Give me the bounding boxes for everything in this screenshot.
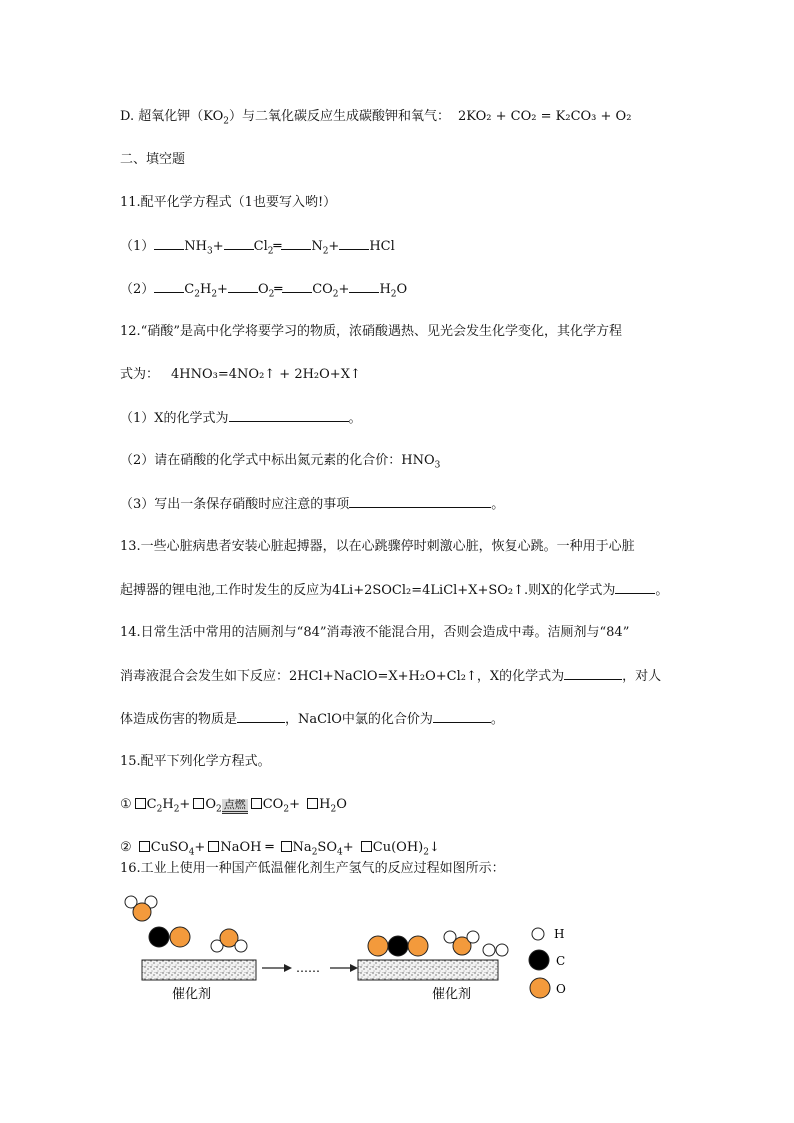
q11-title: 11.配平化学方程式（1也要写入哟!）: [120, 195, 337, 210]
catalyst-surface-left: [142, 960, 256, 980]
catalyst-label-left: 催化剂: [172, 987, 212, 1002]
q16-title: 16.工业上使用一种国产低温催化剂生产氢气的反应过程如图所示：: [120, 861, 505, 876]
question-d-line: [120, 108, 631, 131]
blank[interactable]: [237, 710, 285, 723]
arrow-head: [350, 964, 358, 972]
blank[interactable]: [615, 581, 655, 594]
q14-line3: 体造成伤害的物质是 ，NaClO中氯的化合价为 。: [120, 712, 504, 727]
ignition-condition: 点燃: [222, 799, 248, 814]
question-d-equation: 2KO₂ + CO₂ = K₂CO₃ + O₂: [458, 109, 632, 124]
q12-sub2: （2）请在硝酸的化学式中标出氮元素的化合价：$HNO_3$: [120, 453, 441, 471]
carbon-atom: [388, 936, 408, 956]
q15-eq1: ① $C_2H_2+ O_2$ 点燃 $CO_2+ H_2O$: [120, 797, 347, 815]
blank[interactable]: [349, 280, 379, 293]
q11-eq2: （2） $C_2H_2+$ $O_2═$ $CO_2+ H_2O$: [120, 282, 408, 300]
legend-hydrogen-label: H: [554, 927, 565, 941]
hydrogen-atom: [235, 940, 247, 952]
answer-box[interactable]: [193, 798, 204, 809]
section-title: 二、填空题: [120, 152, 186, 167]
q13-line2: 起搏器的锂电池,工作时发生的反应为4Li+2SOCl₂=4LiCl+X+SO₂↑.则X的化学式为 。: [120, 583, 669, 598]
legend-oxygen-icon: [530, 978, 550, 998]
q14-line1: 14.日常生活中常用的洁厕剂与“84”消毒液不能混合用，否则会造成中毒。洁厕剂与“84”: [120, 625, 630, 640]
legend-carbon-icon: [529, 950, 549, 970]
blank[interactable]: [229, 409, 349, 422]
q12-sub1: （1）X的化学式为 。: [120, 411, 362, 426]
blank[interactable]: [154, 237, 184, 250]
answer-box[interactable]: [135, 798, 146, 809]
blank[interactable]: [228, 280, 258, 293]
q13-line1: 13.一些心脏病患者安装心脏起搏器，以在心跳骤停时刺激心脏，恢复心跳。一种用于心脏: [120, 539, 635, 554]
question-d-mid: ）与二氧化碳反应生成碳酸钾和氧气：: [229, 109, 451, 124]
oxygen-atom: [170, 927, 190, 947]
arrow-head: [284, 964, 292, 972]
q15-title: 15.配平下列化学方程式。: [120, 754, 271, 769]
reaction-diagram: [0, 880, 794, 1010]
q12-line1: 12.“硝酸”是高中化学将要学习的物质，浓硝酸遇热、见光会发生化学变化，其化学方程: [120, 324, 622, 339]
answer-box[interactable]: [307, 798, 318, 809]
q12-sub3: （3）写出一条保存硝酸时应注意的事项 。: [120, 497, 505, 512]
blank[interactable]: [281, 237, 311, 250]
answer-box[interactable]: [208, 841, 219, 852]
q12-line2: 式为： 4HNO₃=4NO₂↑ + 2H₂O+X↑: [120, 367, 361, 382]
legend-hydrogen-icon: [532, 928, 544, 940]
hydrogen-atom: [483, 944, 495, 956]
q15-eq2: ② CuSO$_4$+ NaOH ═ $Na_2SO_4+$ $Cu(OH)_2↓$: [120, 840, 440, 858]
answer-box[interactable]: [361, 841, 372, 852]
oxygen-atom: [133, 903, 151, 921]
legend-carbon-label: C: [556, 954, 566, 968]
q11-eq1: （1） $NH_3+$ $Cl_2═$ $N_2+$ HCl: [120, 239, 395, 257]
blank[interactable]: [349, 495, 491, 508]
legend-oxygen-label: O: [556, 982, 566, 996]
answer-box[interactable]: [139, 841, 150, 852]
blank[interactable]: [339, 237, 369, 250]
carbon-atom: [149, 927, 169, 947]
blank[interactable]: [154, 280, 184, 293]
answer-box[interactable]: [251, 798, 262, 809]
ko2-formula: $KO_2$: [203, 109, 229, 127]
hydrogen-atom: [496, 944, 508, 956]
hydrogen-atom: [467, 931, 479, 943]
ellipsis: ……: [296, 961, 320, 975]
oxygen-atom: [368, 936, 388, 956]
blank[interactable]: [282, 280, 312, 293]
blank[interactable]: [433, 710, 491, 723]
blank[interactable]: [224, 237, 254, 250]
oxygen-atom: [408, 936, 428, 956]
question-d-prefix: D. 超氧化钾（: [120, 109, 204, 124]
q14-line2: 消毒液混合会发生如下反应：2HCl+NaClO=X+H₂O+Cl₂↑，X的化学式为 ，对人: [120, 669, 662, 684]
catalyst-label-right: 催化剂: [432, 987, 472, 1002]
catalyst-surface-right: [358, 960, 498, 980]
blank[interactable]: [564, 667, 622, 680]
answer-box[interactable]: [281, 841, 292, 852]
